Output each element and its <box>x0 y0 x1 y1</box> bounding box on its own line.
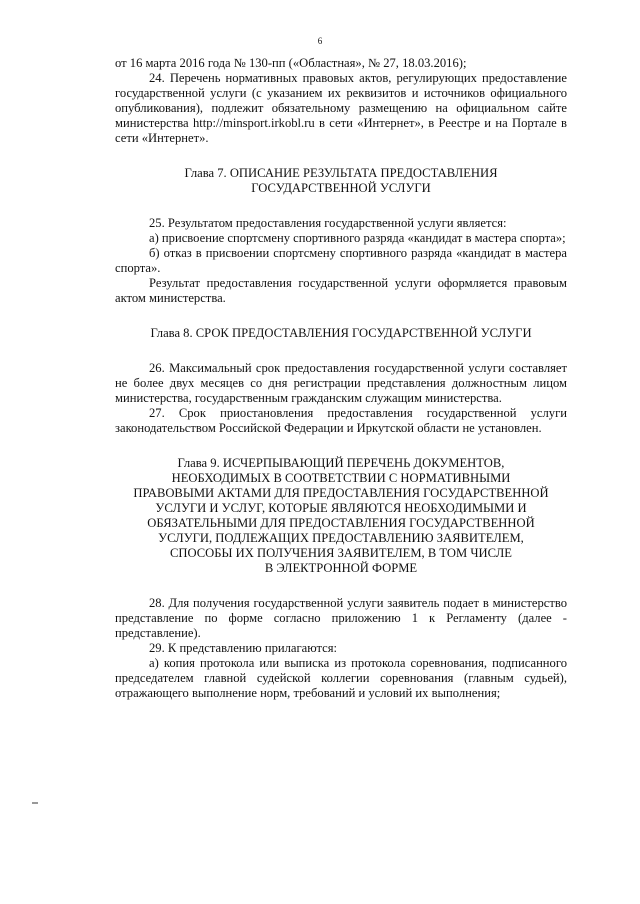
spacer <box>115 146 567 166</box>
document-body <box>115 56 567 701</box>
paragraph: а) присвоение спортсмену спортивного разряда «кандидат в мастера спорта»; <box>149 231 566 245</box>
paragraph: Результат предоставления государственной услуги оформляется правовым актом министерства. <box>115 276 567 305</box>
paragraph: 27. Срок приостановления предоставления государственной услуги законодательством Российской Федерации и Иркутской области не установлен. <box>115 406 567 435</box>
scan-mark <box>32 802 38 804</box>
paragraph: 24. Перечень нормативных правовых актов, регулирующих предоставление государственной услуги (с указанием их реквизитов и источников официального опубликования), подлежит обязательному размещению на официальном сайте министерства http://minsport.irkobl.ru в сети «Интернет», в Реестре и на Портале в сети «Интернет». <box>115 71 567 145</box>
chapter-heading: Глава 9. ИСЧЕРПЫВАЮЩИЙ ПЕРЕЧЕНЬ ДОКУМЕНТОВ, НЕОБХОДИМЫХ В СООТВЕТСТВИИ С НОРМАТИВНЫМИ ПРАВОВЫМИ АКТАМИ ДЛЯ ПРЕДОСТАВЛЕНИЯ ГОСУДАРСТВЕННОЙ УСЛУГИ И УСЛУГ, КОТОРЫЕ ЯВЛЯЮТСЯ НЕОБХОДИМЫМИ И ОБЯЗАТЕЛЬНЫМИ ДЛЯ ПРЕДОСТАВЛЕНИЯ ГОСУДАРСТВЕННОЙ УСЛУГИ, ПОДЛЕЖАЩИХ ПРЕДОСТАВЛЕНИЮ ЗАЯВИТЕЛЕМ, СПОСОБЫ ИХ ПОЛУЧЕНИЯ ЗАЯВИТЕЛЕМ, В ТОМ ЧИСЛЕ В ЭЛЕКТРОННОЙ ФОРМЕ <box>133 456 549 575</box>
spacer <box>115 341 567 361</box>
page-number: 6 <box>317 36 323 46</box>
paragraph: 28. Для получения государственной услуги заявитель подает в министерство представление по форме согласно приложению 1 к Регламенту (далее - представление). <box>115 596 567 640</box>
spacer <box>115 306 567 326</box>
paragraph: 25. Результатом предоставления государственной услуги является: <box>149 216 507 230</box>
paragraph: 26. Максимальный срок предоставления государственной услуги составляет не более двух месяцев со дня регистрации представления должностным лицом министерства, государственным гражданским служащим министерства. <box>115 361 567 405</box>
chapter-heading: Глава 7. ОПИСАНИЕ РЕЗУЛЬТАТА ПРЕДОСТАВЛЕНИЯ ГОСУДАРСТВЕННОЙ УСЛУГИ <box>184 166 498 195</box>
paragraph: 29. К представлению прилагаются: <box>149 641 338 655</box>
paragraph: а) копия протокола или выписка из протокола соревнования, подписанного председателем главной судейской коллегии соревнования (главным судьей), отражающего выполнение норм, требований и условий их выполнения; <box>115 656 567 700</box>
paragraph: б) отказ в присвоении спортсмену спортивного разряда «кандидат в мастера спорта». <box>115 246 567 275</box>
spacer <box>115 436 567 456</box>
paragraph: от 16 марта 2016 года № 130-пп («Областная», № 27, 18.03.2016); <box>115 56 467 70</box>
chapter-heading: Глава 8. СРОК ПРЕДОСТАВЛЕНИЯ ГОСУДАРСТВЕННОЙ УСЛУГИ <box>150 326 532 340</box>
spacer <box>115 576 567 596</box>
spacer <box>115 196 567 216</box>
